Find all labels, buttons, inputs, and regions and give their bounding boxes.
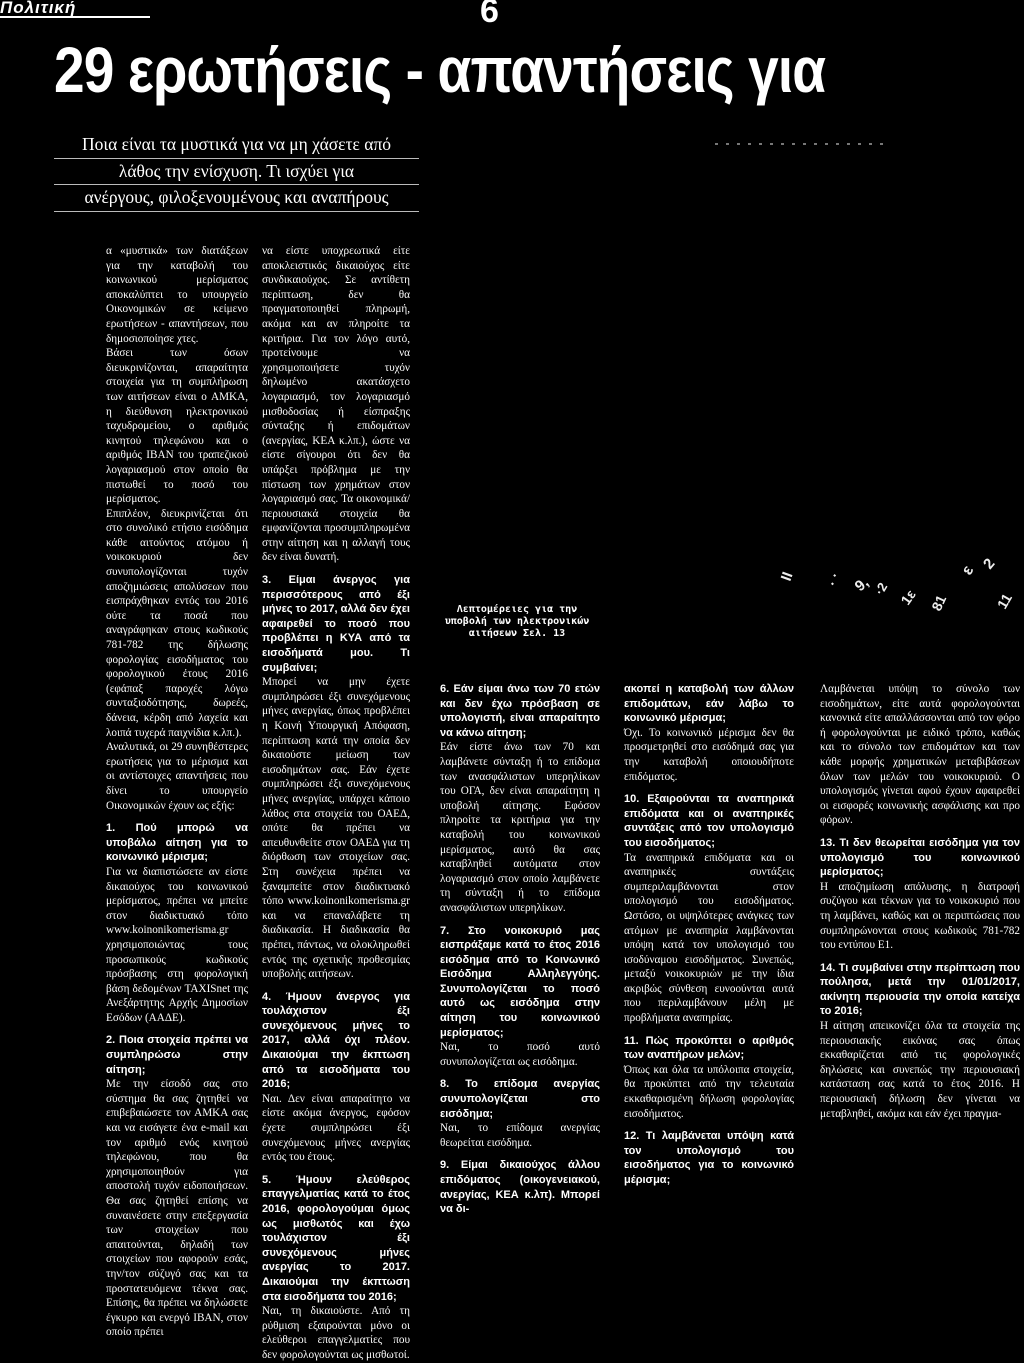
svg-text:1ε: 1ε	[897, 586, 919, 608]
question-heading: 4. Ήμουν άνεργος για τουλάχιστον έξι συνεχόμενους μήνες το 2017, αλλά όχι πλέον. Δικαιούμαι την έκπτωση από τα εισοδήματα του 2016;	[262, 990, 410, 1091]
svg-text:. ·: . ·	[822, 568, 843, 588]
question-heading: ακοπεί η καταβολή των άλλων επιδομάτων, εάν λάβω το κοινωνικό μέρισμα;	[624, 683, 794, 725]
paragraph: Με την είσοδό σας στο σύστημα θα σας ζητηθεί να επιβεβαιώσετε τον ΑΜΚΑ σας και να εισάγετε ένα e-mail και τον αριθμό ενός κινητού τηλεφώνου, που θα χρησιμοποιηθούν για αποστολή τυχόν ειδοποιήσεων. Θα σας ζητηθεί επίσης να συναινέσετε στην επεξεργασία των στοιχείων που απαιτούνται, δηλαδή των στοιχείων που αφορούν εσάς, την/τον σύζυγό σας και τα προστατευόμενα τέκνα σας. Επίσης, θα πρέπει να δηλώσετε έγκυρο και ενεργό IBAN, στον οποίο πρέπει	[106, 1078, 248, 1339]
question-heading: 12. Τι λαμβάνεται υπόψη κατά τον υπολογισμό του εισοδήματος για το κοινωνικό μέρισμα;	[624, 1130, 794, 1186]
question-heading: 2. Ποια στοιχεία πρέπει να συμπληρώσω στην αίτηση;	[106, 1034, 248, 1076]
svg-text:9,: 9,	[851, 573, 873, 596]
paragraph: Η αίτηση απεικονίζει όλα τα στοιχεία της περιουσιακής εικόνας σας όπως εκκαθαρίζεται από τις φορολογικές δηλώσεις και συνεπώς την περιουσιακή κατάσταση σας κατά το έτος 2016. Η περιουσιακή δήλωση δεν γίνεται να μεταβληθεί, ακόμα και εάν έχει πραγμα-	[820, 1020, 1020, 1120]
paragraph: Μπορεί να μην έχετε συμπληρώσει έξι συνεχόμενους μήνες ανεργίας, όπως προβλέπει η Κοινή Υπουργική Απόφαση, περίπτωση κατά την οποία δεν δικαιούστε μείωση των εισοδημάτων σας. Εάν έχετε συμπληρώσει έξι συνεχόμενους μήνες ανεργίας, υπάρχει κάποιο λάθος στα στοιχεία του ΟΑΕΔ, οπότε θα πρέπει να απευθυνθείτε στον ΟΑΕΔ για τη διόρθωση των στοιχείων σας. Στη συνέχεια πρέπει να ξαναμπείτε στον διαδικτυακό τόπο www.koinonikomerisma.gr και να επαναλάβετε τη διαδικασία. Η διαδικασία θα πρέπει, πάντως, να ολοκληρωθεί εντός της σχετικής προθεσμίας υποβολής αιτήσεων.	[262, 676, 410, 981]
question-heading: 9. Είμαι δικαιούχος άλλου επιδόματος (οικογενειακού, ανεργίας, ΚΕΑ κ.λπ). Μπορεί να δι-	[440, 1159, 600, 1216]
svg-text:ε: ε	[958, 562, 978, 578]
paragraph: Λαμβάνεται υπόψη το σύνολο των εισοδημάτων, είτε αυτά φορολογούνται κανονικά είτε απαλλάσσονται από τον φόρο ή φορολογούνται με ειδικό τρόπο, καθώς και το σύνολο των επιδομάτων και των κάθε μορφής χρηματικών μεταβιβάσεων όλων των μελών του νοικοκυριού. Ο υπολογισμός γίνεται αφού έχουν αφαιρεθεί οι εισφορές κοινωνικής ασφάλισης και προ φόρων.	[820, 683, 1020, 827]
question-heading: 8. Το επίδομα ανεργίας συνυπολογίζεται στο εισόδημα;	[440, 1078, 600, 1120]
paragraph: Ναι, το επίδομα ανεργίας θεωρείται εισόδημα.	[440, 1122, 600, 1149]
paragraph: Η αποζημίωση απόλυσης, η διατροφή συζύγου και τέκνων για το νοικοκυριό που τη λαμβάνει, καθώς και οι περιπτώσεις που συμπληρώνονται στους κωδικούς 781-782 του εντύπου Ε1.	[820, 880, 1020, 952]
question-heading: 1. Πού μπορώ να υποβάλω αίτηση για το κοινωνικό μέρισμα;	[106, 822, 248, 864]
question-heading: 10. Εξαιρούνται τα αναπηρικά επιδόματα και οι αναπηρικές συντάξεις από τον υπολογισμό του εισοδήματος;	[624, 793, 794, 849]
svg-text:81: 81	[928, 592, 950, 614]
photo-image	[430, 140, 1024, 660]
paragraph: Ναι. Δεν είναι απαραίτητο να είστε ακόμα άνεργος, εφόσον έχετε συμπληρώσει έξι συνεχόμενους μήνες ανεργίας εντός του έτους.	[262, 1092, 410, 1164]
paragraph: Όχι. Το κοινωνικό μέρισμα δεν θα προσμετρηθεί στο εισόδημά σας για την καταβολή οποιουδήποτε επιδόματος.	[624, 726, 794, 783]
question-heading: 11. Πώς προκύπτει ο αριθμός των αναπήρων μελών;	[624, 1034, 794, 1062]
svg-text:11: 11	[993, 590, 1016, 612]
subhead-line: ανέργους, φιλοξενουμένους και αναπήρους	[54, 185, 419, 212]
paragraph: Τα αναπηρικά επιδόματα και οι αναπηρικές συντάξεις συμπεριλαμβάνονται στον υπολογισμό του εισοδήματος. Ωστόσο, οι υψηλότερες ανάγκες των ατόμων με αναπηρία λαμβάνονται υπόψη κατά τον υπολογισμό του ισοδύναμου εισοδήματος. Συνεπώς, μεταξύ νοικοκυριών με την ίδια ακριβώς σύνθεση ευνοούνται αυτά που περιλαμβάνουν μέλη με προβλήματα αναπηρίας.	[624, 851, 794, 1025]
paragraph: Για να διαπιστώσετε αν είστε δικαιούχος του κοινωνικού μερίσματος, πρέπει να μπείτε στον διαδικτυακό τόπο www.koinonikomerisma.gr χρησιμοποιώντας τους προσωπικούς κωδικούς πρόσβασης στη φορολογική βάση δεδομένων TAXISnet της Ανεξάρτητης Αρχής Δημοσίων Εσόδων (ΑΑΔΕ).	[106, 865, 248, 1024]
svg-text:ΙΙ: ΙΙ	[777, 569, 797, 584]
paragraph: Βάσει των όσων διευκρινίζονται, απαραίτητα στοιχεία για τη συμπλήρωση των αιτήσεων είναι ο ΑΜΚΑ, η διεύθυνση ηλεκτρονικού ταχυδρομείου, ο αριθμός κινητού τηλεφώνου και ο αριθμός IBAN του τραπεζικού λογαριασμού στον οποίο θα πιστωθεί το ποσό του μερίσματος.	[106, 347, 248, 506]
headline: 29 ερωτήσεις - απαντήσεις για	[54, 34, 826, 106]
article-column-1	[106, 244, 248, 1340]
page-number: 6	[480, 0, 499, 30]
article-column-4	[624, 682, 794, 1188]
paragraph: να είστε υποχρεωτικά είτε αποκλειστικός δικαιούχος είτε συνδικαιούχος. Σε αντίθετη περίπτωση, δεν θα πραγματοποιηθεί πληρωμή, ακόμα και αν πληροίτε τα κριτήρια. Για τον λόγο αυτό, προτείνουμε να χρησιμοποιήσετε τυχόν δηλωμένο ακατάσχετο λογαριασμό, τον λογαριασμό μισθοδοσίας ή είσπραξης σύνταξης ή επιδομάτων (ανεργίας, ΚΕΑ κ.λπ.), ώστε να είστε σίγουροι ότι δεν θα υπάρξει πρόβλημα με την πίστωση των χρημάτων στον λογαριασμό σας. Τα οικονομικά/περιουσιακά στοιχεία θα εμφανίζονται προσυμπληρωμένα στην αίτηση και η αλλαγή τους δεν είναι δυνατή.	[262, 245, 410, 564]
paragraph: Ναι, το ποσό αυτό συνυπολογίζεται ως εισόδημα.	[440, 1041, 600, 1068]
subhead-line: Ποια είναι τα μυστικά για να μη χάσετε από	[54, 132, 419, 159]
question-heading: 5. Ήμουν ελεύθερος επαγγελματίας κατά το έτος 2016, φορολογούμαι όμως ως μισθωτός και έχω τουλάχιστον έξι συνεχόμενους μήνες ανεργίας το 2017. Δικαιούμαι την έκπτωση στα εισοδήματα του 2016;	[262, 1173, 410, 1303]
svg-text:2: 2	[980, 555, 999, 573]
subhead-line: λάθος την ενίσχυση. Τι ισχύει για	[54, 159, 419, 186]
svg-text:·2: ·2	[871, 579, 891, 598]
paragraph: Επιπλέον, διευκρινίζεται ότι στο συνολικό ετήσιο εισόδημα κάθε αιτούντος ατόμου ή νοικοκυριού δεν συνυπολογίζονται τυχόν αποζημιώσεις απολύσεων που εισπράχθηκαν εντός του 2016 ούτε τα ποσά που αναγράφηκαν στους κωδικούς 781-782 της δήλωσης φορολογίας εισοδήματος του φορολογικού έτους 2016 (εφάπαξ παροχές λόγω συνταξιοδότησης, δωρεές, δάνεια, κέρδη από λαχεία και λοιπά τυχερά παιχνίδια κ.λπ.).	[106, 507, 248, 739]
article-column-3	[440, 682, 600, 1217]
paragraph: Ναι, τη δικαιούστε. Από τη ρύθμιση εξαιρούνται μόνο οι ελεύθεροι επαγγελματίες που δεν φορολογούνται ως μισθωτοί.	[262, 1305, 410, 1361]
article-column-2	[262, 244, 410, 1363]
paragraph: Αναλυτικά, οι 29 συνηθέστερες ερωτήσεις για το μέρισμα και οι αντίστοιχες απαντήσεις που δίνει το υπουργείο Οικονομικών έχουν ως εξής:	[106, 741, 248, 812]
question-heading: 7. Στο νοικοκυριό μας εισπράξαμε κατά το έτος 2016 εισόδημα από το Κοινωνικό Εισόδημα Αλληλεγγύης. Συνυπολογίζεται το ποσό αυτό ως εισόδημα στην αίτηση του κοινωνικού μερίσματος;	[440, 924, 600, 1039]
question-heading: 6. Εάν είμαι άνω των 70 ετών και δεν έχω πρόσβαση σε υπολογιστή, είναι απαραίτητο να κάνω αίτηση;	[440, 683, 600, 739]
paragraph: Εάν είστε άνω των 70 και λαμβάνετε σύνταξη ή το επίδομα των ανασφάλιστων υπερηλίκων του ΟΓΑ, δεν είναι απαραίτητη η υποβολή αίτησης. Εφόσον πληροίτε τα κριτήρια για την καταβολή του κοινωνικού μερίσματος, αυτό θα σας καταβληθεί αυτόματα στον λογαριασμό στον οποίο λαμβάνετε τη σύνταξη ή το επίδομα ανασφάλιστων υπερηλίκων.	[440, 741, 600, 914]
article-column-5	[820, 682, 1020, 1121]
question-heading: 3. Είμαι άνεργος για περισσότερους από έξι μήνες το 2017, αλλά δεν έχει αφαιρεθεί το ποσό που προβλέπει η ΚΥΑ από τα εισοδήματά μου. Τι συμβαίνει;	[262, 574, 410, 674]
question-heading: 14. Τι συμβαίνει στην περίπτωση που πούλησα, μετά την 01/01/2017, ακίνητη περιουσία την οποία κατείχα το 2016;	[820, 961, 1020, 1018]
photo-caption: Λεπτομέρειες για την υποβολή των ηλεκτρονικών αιτήσεων Σελ. 13	[444, 604, 590, 639]
paragraph: α «μυστικά» των διατάξεων για την καταβολή του κοινωνικού μερίσματος αποκαλύπτει το υπουργείο Οικονομικών σε κείμενο ερωτήσεων - απαντήσεων, που δημοσιοποίησε χτες.	[106, 245, 248, 345]
paragraph: Όπως και όλα τα υπόλοιπα στοιχεία, θα προκύπτει από την τελευταία εκκαθαρισμένη δήλωση φορολογίας εισοδήματος.	[624, 1063, 794, 1120]
question-heading: 13. Τι δεν θεωρείται εισόδημα για τον υπολογισμό του κοινωνικού μερίσματος;	[820, 836, 1020, 879]
section-tag: Πολιτική	[0, 0, 150, 18]
photo	[430, 140, 1024, 660]
subheadline	[54, 132, 419, 212]
